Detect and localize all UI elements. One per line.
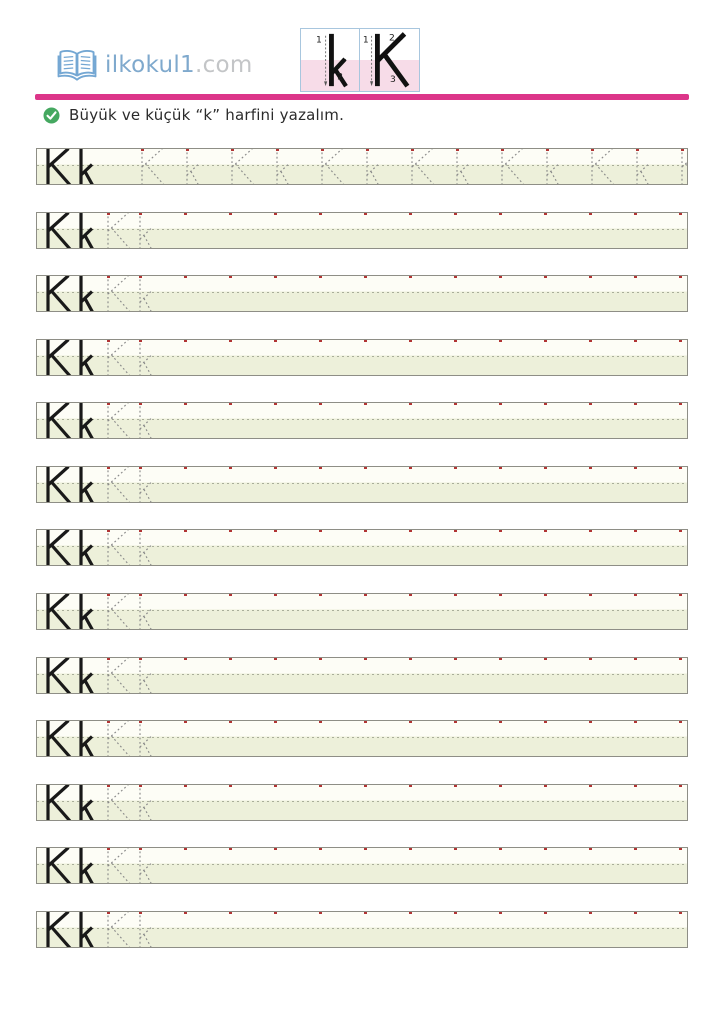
trace-letter-k bbox=[543, 148, 573, 185]
model-letter-K bbox=[43, 339, 73, 376]
trace-start-dot bbox=[107, 466, 110, 469]
trace-letter-K bbox=[103, 529, 133, 566]
trace-start-dot bbox=[139, 720, 142, 723]
trace-start-dot bbox=[364, 212, 367, 215]
model-letter-K bbox=[43, 657, 73, 694]
trace-start-dot bbox=[139, 529, 142, 532]
trace-letter-k bbox=[136, 212, 166, 249]
trace-start-dot bbox=[364, 784, 367, 787]
trace-start-dot bbox=[409, 275, 412, 278]
trace-start-dot bbox=[229, 593, 232, 596]
practice-row bbox=[36, 720, 688, 757]
practice-row bbox=[36, 148, 688, 185]
trace-start-dot bbox=[589, 466, 592, 469]
trace-letter-k bbox=[136, 784, 166, 821]
trace-start-dot bbox=[319, 275, 322, 278]
trace-letter-K bbox=[103, 466, 133, 503]
brand-tld: .com bbox=[194, 52, 253, 78]
trace-start-dot bbox=[634, 466, 637, 469]
trace-start-dot bbox=[589, 784, 592, 787]
trace-start-dot bbox=[544, 847, 547, 850]
trace-letter-K bbox=[103, 784, 133, 821]
row-midline bbox=[37, 864, 687, 865]
trace-start-dot bbox=[184, 720, 187, 723]
trace-start-dot bbox=[274, 784, 277, 787]
check-circle-icon bbox=[43, 107, 60, 124]
trace-start-dot bbox=[184, 847, 187, 850]
trace-start-dot bbox=[409, 212, 412, 215]
trace-letter-k bbox=[136, 911, 166, 948]
model-letter-K bbox=[43, 847, 73, 884]
trace-start-dot bbox=[107, 275, 110, 278]
trace-start-dot bbox=[319, 529, 322, 532]
trace-start-dot bbox=[544, 911, 547, 914]
trace-start-dot bbox=[107, 911, 110, 914]
trace-start-dot bbox=[409, 657, 412, 660]
trace-start-dot bbox=[409, 911, 412, 914]
trace-letter-k bbox=[633, 148, 663, 185]
row-midline bbox=[37, 674, 687, 675]
trace-start-dot bbox=[589, 212, 592, 215]
trace-start-dot bbox=[139, 784, 142, 787]
trace-letter-k bbox=[136, 529, 166, 566]
trace-start-dot bbox=[274, 593, 277, 596]
trace-start-dot bbox=[454, 275, 457, 278]
trace-start-dot bbox=[634, 212, 637, 215]
trace-start-dot bbox=[454, 657, 457, 660]
trace-start-dot bbox=[364, 339, 367, 342]
trace-letter-K bbox=[497, 148, 527, 185]
trace-start-dot bbox=[107, 847, 110, 850]
trace-start-dot bbox=[229, 275, 232, 278]
practice-row bbox=[36, 847, 688, 884]
trace-start-dot bbox=[229, 402, 232, 405]
trace-start-dot bbox=[274, 402, 277, 405]
row-midline bbox=[37, 610, 687, 611]
trace-start-dot bbox=[184, 339, 187, 342]
trace-start-dot bbox=[274, 212, 277, 215]
trace-start-dot bbox=[184, 784, 187, 787]
trace-start-dot bbox=[409, 402, 412, 405]
stroke-number: 1 bbox=[315, 34, 322, 46]
trace-letter-K bbox=[103, 402, 133, 439]
practice-row bbox=[36, 275, 688, 312]
practice-row bbox=[36, 593, 688, 630]
trace-start-dot bbox=[544, 275, 547, 278]
trace-letter-k bbox=[136, 593, 166, 630]
trace-start-dot bbox=[544, 339, 547, 342]
trace-start-dot bbox=[409, 847, 412, 850]
row-midline bbox=[37, 419, 687, 420]
trace-start-dot bbox=[454, 847, 457, 850]
header-divider bbox=[35, 94, 689, 100]
trace-start-dot bbox=[274, 466, 277, 469]
trace-letter-K bbox=[103, 275, 133, 312]
trace-start-dot bbox=[409, 784, 412, 787]
trace-start-dot bbox=[364, 466, 367, 469]
trace-start-dot bbox=[184, 212, 187, 215]
trace-start-dot bbox=[589, 911, 592, 914]
trace-start-dot bbox=[679, 275, 682, 278]
trace-start-dot bbox=[679, 847, 682, 850]
trace-start-dot bbox=[229, 720, 232, 723]
trace-start-dot bbox=[544, 657, 547, 660]
trace-start-dot bbox=[186, 148, 189, 151]
trace-start-dot bbox=[231, 148, 234, 151]
trace-start-dot bbox=[364, 657, 367, 660]
practice-row bbox=[36, 212, 688, 249]
trace-letter-k bbox=[273, 148, 303, 185]
trace-start-dot bbox=[589, 402, 592, 405]
trace-start-dot bbox=[364, 529, 367, 532]
trace-start-dot bbox=[409, 529, 412, 532]
instruction-text: Büyük ve küçük “k” harfini yazalım. bbox=[69, 106, 345, 124]
stroke-guide-uppercase-cell bbox=[360, 28, 420, 92]
trace-start-dot bbox=[366, 148, 369, 151]
trace-start-dot bbox=[139, 847, 142, 850]
trace-start-dot bbox=[589, 275, 592, 278]
trace-letter-k bbox=[136, 847, 166, 884]
trace-letter-K bbox=[103, 657, 133, 694]
trace-start-dot bbox=[499, 466, 502, 469]
open-book-icon bbox=[56, 47, 98, 83]
trace-start-dot bbox=[364, 911, 367, 914]
trace-start-dot bbox=[454, 402, 457, 405]
trace-start-dot bbox=[364, 402, 367, 405]
trace-letter-K bbox=[103, 212, 133, 249]
trace-start-dot bbox=[107, 529, 110, 532]
trace-start-dot bbox=[589, 847, 592, 850]
practice-row bbox=[36, 466, 688, 503]
trace-start-dot bbox=[319, 402, 322, 405]
trace-start-dot bbox=[499, 339, 502, 342]
trace-start-dot bbox=[589, 720, 592, 723]
trace-start-dot bbox=[274, 339, 277, 342]
trace-start-dot bbox=[454, 466, 457, 469]
trace-letter-K bbox=[587, 148, 617, 185]
trace-start-dot bbox=[139, 911, 142, 914]
trace-start-dot bbox=[107, 784, 110, 787]
trace-start-dot bbox=[107, 402, 110, 405]
trace-start-dot bbox=[274, 529, 277, 532]
trace-start-dot bbox=[274, 847, 277, 850]
trace-letter-k bbox=[136, 275, 166, 312]
trace-start-dot bbox=[229, 911, 232, 914]
trace-start-dot bbox=[274, 275, 277, 278]
trace-start-dot bbox=[634, 720, 637, 723]
trace-start-dot bbox=[634, 784, 637, 787]
trace-start-dot bbox=[319, 593, 322, 596]
trace-start-dot bbox=[319, 212, 322, 215]
trace-start-dot bbox=[139, 275, 142, 278]
row-midline bbox=[37, 928, 687, 929]
trace-start-dot bbox=[409, 593, 412, 596]
trace-start-dot bbox=[184, 593, 187, 596]
trace-start-dot bbox=[456, 148, 459, 151]
trace-start-dot bbox=[411, 148, 414, 151]
trace-start-dot bbox=[364, 847, 367, 850]
trace-start-dot bbox=[679, 339, 682, 342]
trace-start-dot bbox=[499, 275, 502, 278]
model-letter-K bbox=[43, 466, 73, 503]
trace-start-dot bbox=[454, 911, 457, 914]
trace-start-dot bbox=[139, 402, 142, 405]
trace-start-dot bbox=[229, 466, 232, 469]
trace-letter-k bbox=[453, 148, 483, 185]
model-letter-K bbox=[43, 784, 73, 821]
model-letter-K bbox=[43, 212, 73, 249]
row-midline bbox=[37, 737, 687, 738]
row-midline bbox=[37, 292, 687, 293]
trace-start-dot bbox=[546, 148, 549, 151]
trace-start-dot bbox=[544, 402, 547, 405]
trace-start-dot bbox=[409, 339, 412, 342]
trace-start-dot bbox=[679, 529, 682, 532]
logo bbox=[56, 47, 253, 83]
trace-start-dot bbox=[107, 720, 110, 723]
trace-start-dot bbox=[544, 784, 547, 787]
trace-start-dot bbox=[634, 911, 637, 914]
trace-letter-K bbox=[317, 148, 347, 185]
trace-start-dot bbox=[454, 212, 457, 215]
trace-start-dot bbox=[184, 275, 187, 278]
instruction-line bbox=[43, 106, 344, 124]
trace-start-dot bbox=[364, 275, 367, 278]
trace-start-dot bbox=[229, 784, 232, 787]
model-letter-K bbox=[43, 529, 73, 566]
trace-start-dot bbox=[681, 148, 684, 151]
trace-start-dot bbox=[499, 402, 502, 405]
trace-start-dot bbox=[454, 720, 457, 723]
model-letter-K bbox=[43, 593, 73, 630]
trace-start-dot bbox=[107, 339, 110, 342]
trace-start-dot bbox=[589, 657, 592, 660]
trace-start-dot bbox=[184, 529, 187, 532]
practice-row bbox=[36, 911, 688, 948]
practice-row bbox=[36, 402, 688, 439]
trace-start-dot bbox=[679, 212, 682, 215]
trace-start-dot bbox=[589, 339, 592, 342]
practice-row bbox=[36, 529, 688, 566]
model-letter-K bbox=[43, 720, 73, 757]
trace-start-dot bbox=[319, 657, 322, 660]
trace-start-dot bbox=[501, 148, 504, 151]
trace-start-dot bbox=[184, 466, 187, 469]
trace-letter-k bbox=[363, 148, 393, 185]
trace-start-dot bbox=[107, 593, 110, 596]
trace-start-dot bbox=[454, 784, 457, 787]
trace-letter-k bbox=[136, 402, 166, 439]
trace-start-dot bbox=[544, 529, 547, 532]
trace-start-dot bbox=[499, 784, 502, 787]
trace-start-dot bbox=[139, 657, 142, 660]
trace-start-dot bbox=[636, 148, 639, 151]
trace-letter-K bbox=[103, 911, 133, 948]
trace-start-dot bbox=[679, 593, 682, 596]
trace-start-dot bbox=[409, 720, 412, 723]
stroke-number: 2 bbox=[389, 32, 395, 44]
trace-start-dot bbox=[634, 339, 637, 342]
stroke-order-guide bbox=[300, 28, 420, 92]
row-midline bbox=[37, 229, 687, 230]
trace-start-dot bbox=[544, 593, 547, 596]
trace-start-dot bbox=[679, 911, 682, 914]
trace-start-dot bbox=[276, 148, 279, 151]
trace-start-dot bbox=[319, 847, 322, 850]
trace-start-dot bbox=[544, 466, 547, 469]
trace-start-dot bbox=[499, 911, 502, 914]
trace-start-dot bbox=[499, 529, 502, 532]
trace-start-dot bbox=[499, 657, 502, 660]
trace-start-dot bbox=[679, 402, 682, 405]
trace-start-dot bbox=[409, 466, 412, 469]
row-midline bbox=[37, 546, 687, 547]
trace-start-dot bbox=[184, 911, 187, 914]
row-midline bbox=[37, 801, 687, 802]
trace-start-dot bbox=[634, 402, 637, 405]
trace-start-dot bbox=[319, 720, 322, 723]
trace-start-dot bbox=[139, 212, 142, 215]
trace-start-dot bbox=[141, 148, 144, 151]
practice-row bbox=[36, 657, 688, 694]
trace-letter-K bbox=[103, 720, 133, 757]
trace-start-dot bbox=[499, 593, 502, 596]
trace-letter-K bbox=[677, 148, 688, 185]
trace-start-dot bbox=[364, 593, 367, 596]
stroke-number: 3 bbox=[389, 74, 396, 86]
trace-start-dot bbox=[139, 466, 142, 469]
trace-start-dot bbox=[679, 720, 682, 723]
trace-start-dot bbox=[184, 657, 187, 660]
practice-row bbox=[36, 784, 688, 821]
trace-start-dot bbox=[499, 847, 502, 850]
trace-letter-K bbox=[103, 593, 133, 630]
trace-letter-K bbox=[407, 148, 437, 185]
trace-start-dot bbox=[591, 148, 594, 151]
trace-letter-K bbox=[103, 339, 133, 376]
trace-letter-k bbox=[136, 657, 166, 694]
stroke-number: 2 bbox=[337, 71, 344, 83]
trace-start-dot bbox=[229, 529, 232, 532]
trace-start-dot bbox=[139, 339, 142, 342]
trace-letter-k bbox=[136, 466, 166, 503]
brand-name: ilkokul1 bbox=[105, 52, 195, 78]
trace-start-dot bbox=[679, 657, 682, 660]
trace-start-dot bbox=[139, 593, 142, 596]
trace-letter-k bbox=[136, 339, 166, 376]
trace-start-dot bbox=[319, 339, 322, 342]
trace-start-dot bbox=[229, 339, 232, 342]
trace-start-dot bbox=[319, 911, 322, 914]
trace-start-dot bbox=[229, 212, 232, 215]
trace-start-dot bbox=[107, 657, 110, 660]
brand-text bbox=[105, 52, 253, 78]
model-letter-k bbox=[77, 148, 107, 185]
trace-start-dot bbox=[499, 720, 502, 723]
model-letter-K bbox=[43, 148, 73, 185]
trace-start-dot bbox=[634, 529, 637, 532]
trace-start-dot bbox=[679, 784, 682, 787]
stroke-guide-lowercase-cell bbox=[300, 28, 360, 92]
trace-start-dot bbox=[589, 593, 592, 596]
practice-row bbox=[36, 339, 688, 376]
trace-start-dot bbox=[274, 657, 277, 660]
trace-start-dot bbox=[229, 847, 232, 850]
trace-letter-K bbox=[103, 847, 133, 884]
trace-start-dot bbox=[454, 529, 457, 532]
trace-letter-k bbox=[136, 720, 166, 757]
row-midline bbox=[37, 483, 687, 484]
trace-start-dot bbox=[544, 720, 547, 723]
trace-start-dot bbox=[184, 402, 187, 405]
trace-start-dot bbox=[454, 339, 457, 342]
trace-start-dot bbox=[679, 466, 682, 469]
trace-start-dot bbox=[634, 275, 637, 278]
trace-start-dot bbox=[544, 212, 547, 215]
trace-start-dot bbox=[107, 212, 110, 215]
trace-start-dot bbox=[319, 784, 322, 787]
trace-letter-k bbox=[183, 148, 213, 185]
model-letter-K bbox=[43, 402, 73, 439]
trace-start-dot bbox=[364, 720, 367, 723]
row-midline bbox=[37, 356, 687, 357]
trace-start-dot bbox=[454, 593, 457, 596]
model-letter-K bbox=[43, 911, 73, 948]
trace-start-dot bbox=[229, 657, 232, 660]
trace-letter-K bbox=[227, 148, 257, 185]
trace-start-dot bbox=[634, 593, 637, 596]
trace-start-dot bbox=[274, 720, 277, 723]
trace-start-dot bbox=[499, 212, 502, 215]
trace-start-dot bbox=[321, 148, 324, 151]
model-letter-K bbox=[43, 275, 73, 312]
stroke-number: 1 bbox=[362, 34, 369, 46]
trace-start-dot bbox=[274, 911, 277, 914]
trace-start-dot bbox=[634, 847, 637, 850]
trace-letter-K bbox=[137, 148, 167, 185]
trace-start-dot bbox=[319, 466, 322, 469]
trace-start-dot bbox=[634, 657, 637, 660]
trace-start-dot bbox=[589, 529, 592, 532]
